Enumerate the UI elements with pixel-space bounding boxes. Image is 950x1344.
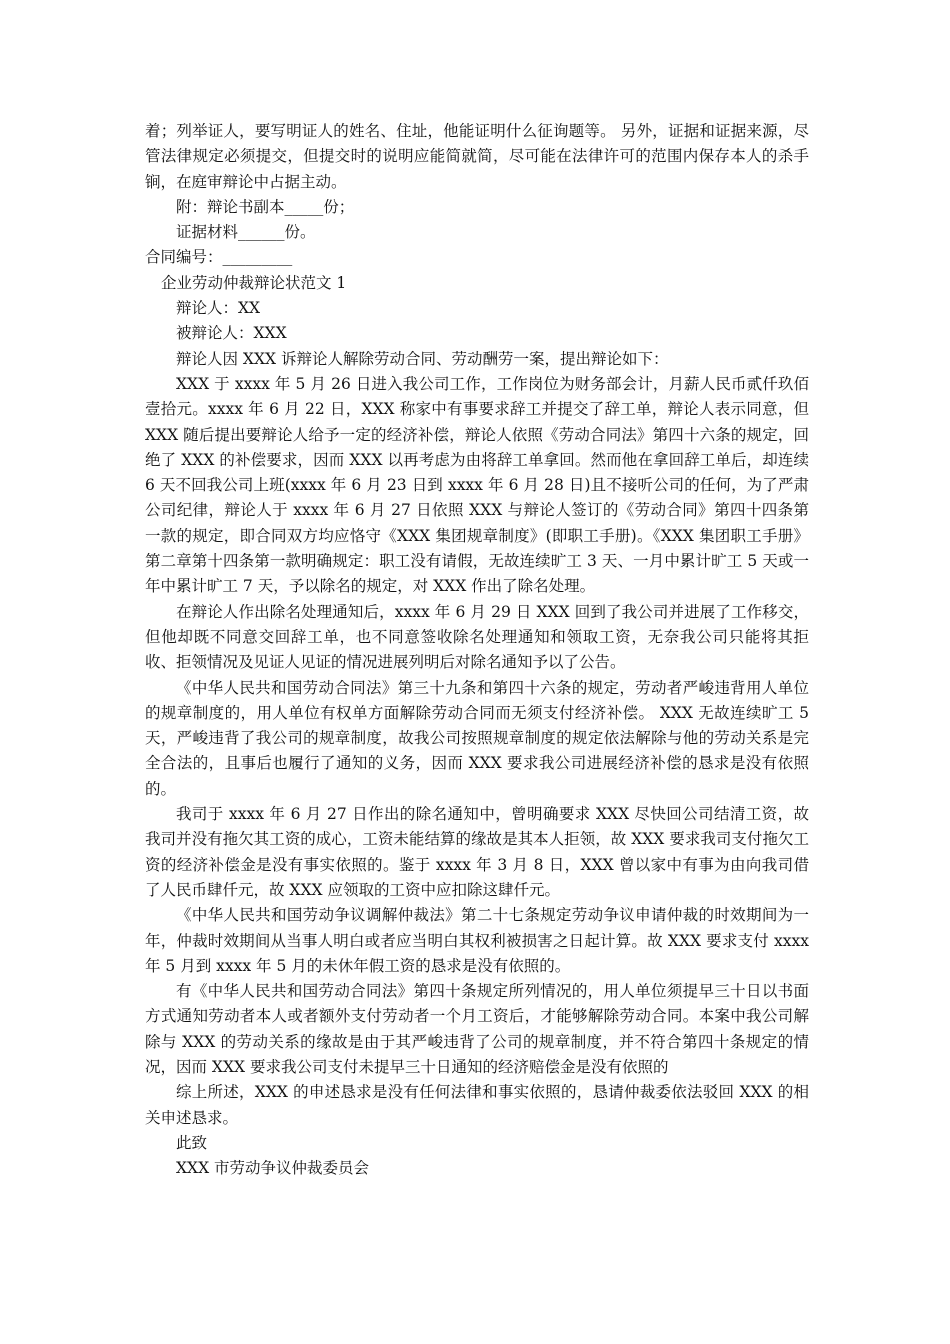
evidence-materials-line: 证据材料______份。 — [176, 223, 316, 242]
evidence-instructions-paragraph: 着；列举证人，要写明证人的姓名、住址，他能证明什么征询题等。 另外，证据和证据来源，尽管法律规定必须提交，但提交时的说明应能简就简，尽可能在法律许可的范围内保存本人的杀手锏，在庭审辩论中占据主动。 — [145, 122, 809, 191]
wages-paragraph: 我司于 xxxx 年 6 月 27 日作出的除名通知中，曾明确要求 XXX 尽快回公司结清工资，故我司并没有拖欠其工资的成心，工资未能结算的缘故是其本人拒领，故 XXX 要求我司支付拖欠工资的经济补偿金是没有事实依照的。鉴于 xxxx 年 3 月 8 日，XXX 曾以家中有事为由向我司借了人民币肆仟元，故 XXX 应领取的工资中应扣除这肆仟元。 — [145, 805, 809, 899]
dismissal-notice-paragraph: 在辩论人作出除名处理通知后，xxxx 年 6 月 29 日 XXX 回到了我公司并进展了工作移交，但他却既不同意交回辞工单，也不同意签收除名处理通知和领取工资，无奈我公司只能将其拒收、拒领情况及见证人见证的情况进展列明后对除名通知予以了公告。 — [145, 602, 809, 672]
contract-number-line: 合同编号：_________ — [145, 248, 293, 267]
attachment-copies-line: 附：辩论书副本_____份； — [176, 197, 355, 216]
conclusion-paragraph: 综上所述，XXX 的申述恳求是没有任何法律和事实依照的，恳请仲裁委依法驳回 XXX 的相关申述恳求。 — [145, 1083, 809, 1127]
facts-paragraph: XXX 于 xxxx 年 5 月 26 日进入我公司工作，工作岗位为财务部会计，月薪人民币贰仟玖佰壹拾元。xxxx 年 6 月 22 日，XXX 称家中有事要求辞工并提交了辞工单，辩论人表示同意，但 XXX 随后提出要辩论人给予一定的经济补偿，辩论人依照《劳动合同法》第四十六条的规定，回绝了 XXX 的补偿要求，因而 XXX 以再考虑为由将辞工单拿回。然而他在拿回辞工单后，却连续 6 天不回我公司上班(xxxx 年 6 月 23 日到 xxxx 年 6 月 28 日)且不接听公司的任何，为了严肃公司纪律，辩论人于 xxxx 年 6 月 27 日依照 XXX 与辩论人签订的《劳动合同》第四十四条第一款的规定，即合同双方均应恪守《XXX 集团规章制度》(即职工手册)。《XXX 集团职工手册》第二章第十四条第一款明确规定：职工没有请假，无故连续旷工 3 天、一月中累计旷工 5 天或一年中累计旷工 7 天，予以除名的规定，对 XXX 作出了除名处理。 — [145, 374, 809, 596]
addressee-line: XXX 市劳动争议仲裁委员会 — [176, 1159, 370, 1178]
labor-contract-law-paragraph: 《中华人民共和国劳动合同法》第三十九条和第四十六条的规定，劳动者严峻违背用人单位的规章制度的，用人单位有权单方面解除劳动合同而无须支付经济补偿。 XXX 无故连续旷工 5 天，严峻违背了我公司的规章制度，故我公司按照规章制度的规定依法解除与他的劳动关系是完全合法的，且事后也履行了通知的义务，因而 XXX 要求我公司进展经济补偿的恳求是没有依照的。 — [145, 678, 809, 798]
arbitration-limitation-paragraph: 《中华人民共和国劳动争议调解仲裁法》第二十七条规定劳动争议申请仲裁的时效期间为一年，仲裁时效期间从当事人明白或者应当明白其权利被损害之日起计算。故 XXX 要求支付 xxxx 年 5 月到 xxxx 年 5 月的未休年假工资的恳求是没有依照的。 — [145, 906, 809, 975]
respondent-line: 辩论人：XX — [176, 299, 261, 318]
salutation-line: 此致 — [176, 1133, 208, 1152]
document-page — [145, 119, 809, 1181]
document-title: 企业劳动仲裁辩论状范文 1 — [161, 273, 347, 292]
defense-intro-paragraph: 辩论人因 XXX 诉辩论人解除劳动合同、劳动酬劳一案，提出辩论如下： — [176, 349, 669, 368]
article-forty-paragraph: 有《中华人民共和国劳动合同法》第四十条规定所列情况的，用人单位须提早三十日以书面方式通知劳动者本人或者额外支付劳动者一个月工资后，才能够解除劳动合同。本案中我公司解除与 XXX 的劳动关系的缘故是由于其严峻违背了公司的规章制度，并不符合第四十条规定的情况，因而 XXX 要求我公司支付未提早三十日通知的经济赔偿金是没有依照的 — [145, 982, 809, 1076]
claimant-line: 被辩论人：XXX — [176, 324, 287, 343]
